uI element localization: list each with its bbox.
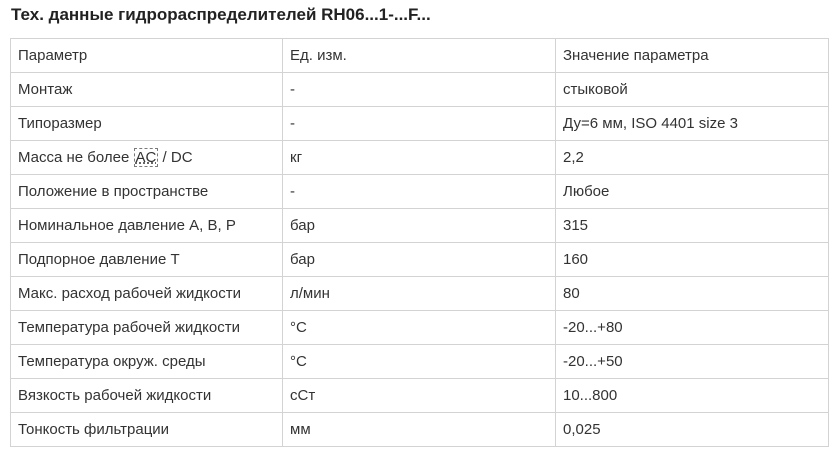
page-title: Тех. данные гидрораспределителей RH06...1-...F... bbox=[11, 5, 431, 24]
header-param: Параметр bbox=[11, 39, 283, 73]
row-unit: - bbox=[283, 175, 556, 209]
table-row bbox=[11, 413, 829, 447]
row-value: 80 bbox=[556, 277, 829, 311]
row-unit: бар bbox=[283, 209, 556, 243]
row-value: Ду=6 мм, ISO 4401 size 3 bbox=[556, 107, 829, 141]
row-unit: - bbox=[283, 73, 556, 107]
row-value: -20...+50 bbox=[556, 345, 829, 379]
row-value: 160 bbox=[556, 243, 829, 277]
row-unit: °C bbox=[283, 345, 556, 379]
abbreviation-ac[interactable]: AC bbox=[135, 149, 157, 166]
row-param: Номинальное давление A, B, P bbox=[11, 209, 283, 243]
row-param: Типоразмер bbox=[11, 107, 283, 141]
row-param: Положение в пространстве bbox=[11, 175, 283, 209]
row-value: 0,025 bbox=[556, 413, 829, 447]
table-header-row bbox=[11, 39, 829, 73]
row-value: Любое bbox=[556, 175, 829, 209]
row-unit: бар bbox=[283, 243, 556, 277]
row-value: 10...800 bbox=[556, 379, 829, 413]
header-unit: Ед. изм. bbox=[283, 39, 556, 73]
specs-table bbox=[10, 38, 829, 447]
table-row bbox=[11, 277, 829, 311]
table-row bbox=[11, 73, 829, 107]
row-param: Макс. расход рабочей жидкости bbox=[11, 277, 283, 311]
table-row bbox=[11, 209, 829, 243]
row-param: Монтаж bbox=[11, 73, 283, 107]
table-row bbox=[11, 311, 829, 345]
row-param: Температура окруж. среды bbox=[11, 345, 283, 379]
param-suffix: / DC bbox=[158, 149, 193, 166]
row-param: Подпорное давление T bbox=[11, 243, 283, 277]
row-value: -20...+80 bbox=[556, 311, 829, 345]
table-row bbox=[11, 107, 829, 141]
row-unit: сСт bbox=[283, 379, 556, 413]
row-value: 315 bbox=[556, 209, 829, 243]
row-unit: л/мин bbox=[283, 277, 556, 311]
row-param: Температура рабочей жидкости bbox=[11, 311, 283, 345]
row-param bbox=[11, 141, 283, 175]
table-row bbox=[11, 379, 829, 413]
table-row bbox=[11, 243, 829, 277]
row-unit: кг bbox=[283, 141, 556, 175]
table-row bbox=[11, 345, 829, 379]
table-row bbox=[11, 141, 829, 175]
table-row bbox=[11, 175, 829, 209]
row-param: Вязкость рабочей жидкости bbox=[11, 379, 283, 413]
row-param: Тонкость фильтрации bbox=[11, 413, 283, 447]
header-value: Значение параметра bbox=[556, 39, 829, 73]
row-value: стыковой bbox=[556, 73, 829, 107]
row-unit: °C bbox=[283, 311, 556, 345]
row-value: 2,2 bbox=[556, 141, 829, 175]
param-prefix: Масса не более bbox=[18, 149, 134, 166]
row-unit: мм bbox=[283, 413, 556, 447]
row-unit: - bbox=[283, 107, 556, 141]
